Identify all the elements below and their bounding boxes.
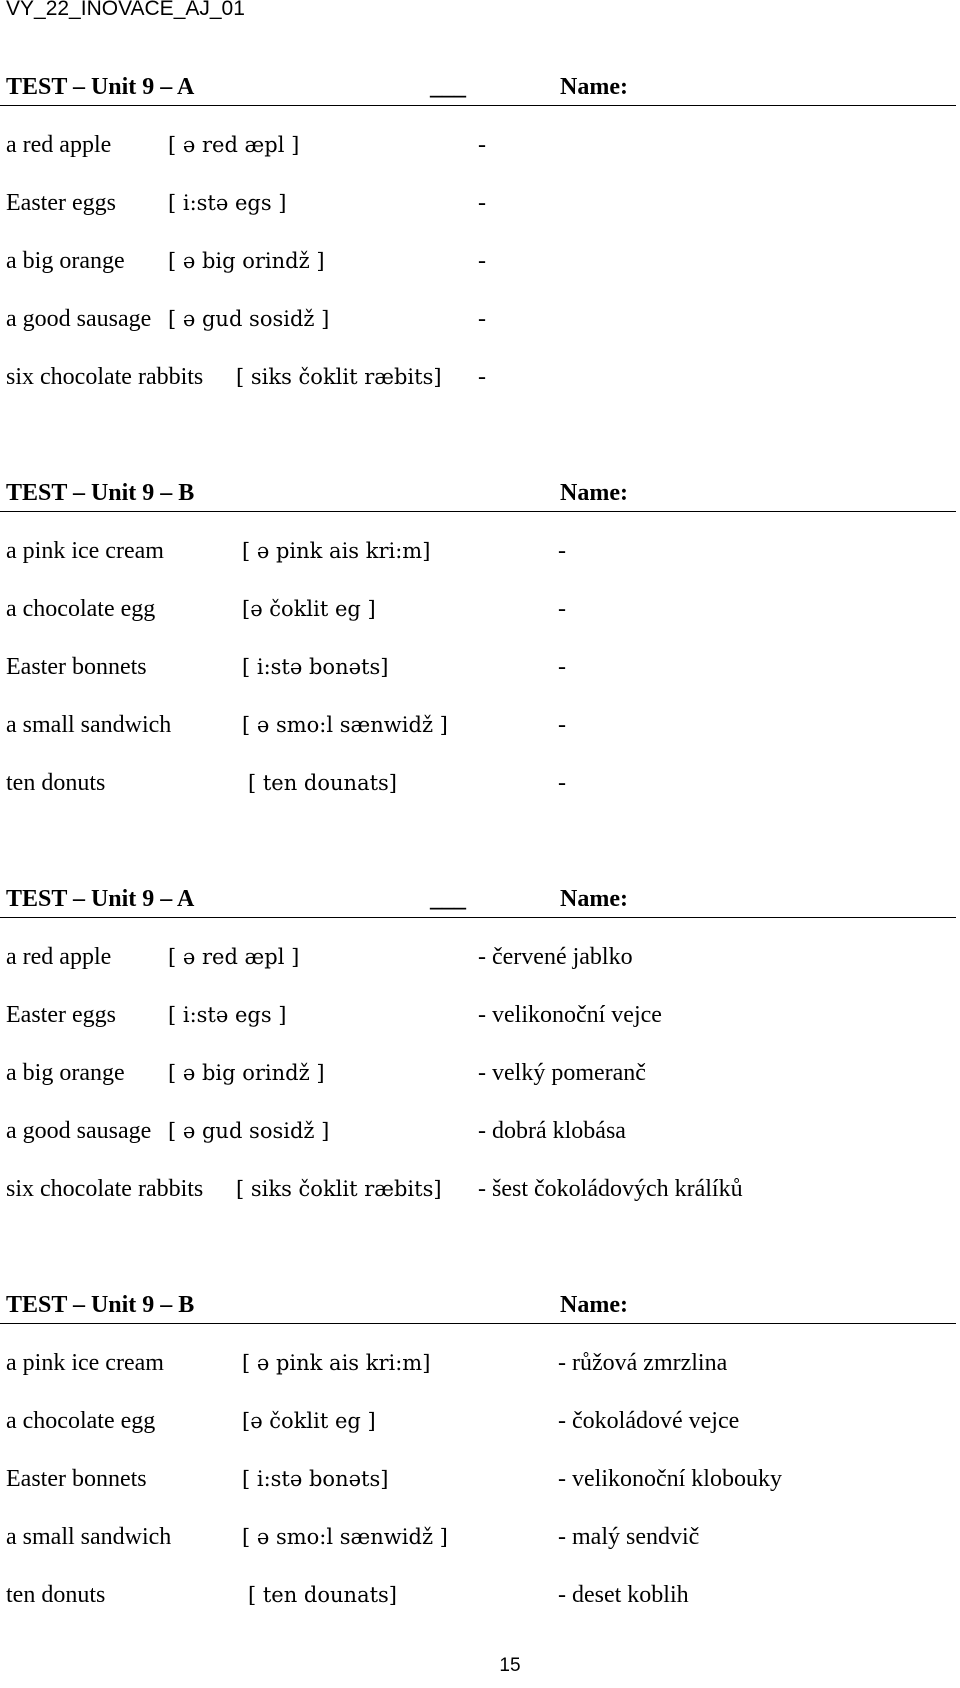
vocab-row	[0, 536, 956, 566]
czech-translation: -	[478, 248, 486, 274]
vocab-row	[0, 1464, 956, 1494]
section-title-bar	[0, 884, 956, 918]
english-term: Easter bonnets	[6, 654, 147, 680]
czech-translation: - růžová zmrzlina	[558, 1350, 728, 1376]
pronunciation: [ i:stə bonəts]	[242, 1467, 389, 1491]
czech-translation: -	[478, 190, 486, 216]
english-term: Easter eggs	[6, 1002, 116, 1028]
section-title: TEST – Unit 9 – B	[6, 1292, 195, 1318]
pronunciation: [ə čoklit eg ]	[242, 597, 376, 621]
name-label: Name:	[560, 480, 628, 506]
english-term: a pink ice cream	[6, 538, 164, 564]
pronunciation: [ ə smo:l sænwidž ]	[242, 713, 448, 737]
pronunciation: [ ə big orindž ]	[168, 1061, 325, 1085]
english-term: a red apple	[6, 944, 112, 970]
czech-translation: -	[558, 770, 566, 796]
pronunciation: [ i:stə egs ]	[168, 191, 287, 215]
pronunciation: [ siks čoklit ræbits]	[236, 1177, 442, 1201]
czech-translation: - velký pomeranč	[478, 1060, 646, 1086]
name-label: Name:	[560, 886, 628, 912]
pronunciation: [ ə gud sosidž ]	[168, 307, 330, 331]
english-term: six chocolate rabbits	[6, 1176, 204, 1202]
pronunciation: [ ə red æpl ]	[168, 133, 300, 157]
pronunciation: [ ə pink ais kri:m]	[242, 1351, 431, 1375]
pronunciation: [ ten dounats]	[248, 771, 397, 795]
english-term: ten donuts	[6, 770, 106, 796]
vocab-row	[0, 710, 956, 740]
title-blank: ___	[430, 886, 466, 912]
english-term: a small sandwich	[6, 712, 172, 738]
section-title: TEST – Unit 9 – A	[6, 74, 195, 100]
name-label: Name:	[560, 1292, 628, 1318]
section-title-bar	[0, 478, 956, 512]
czech-translation: - velikonoční klobouky	[558, 1466, 782, 1492]
english-term: a pink ice cream	[6, 1350, 164, 1376]
document-code: VY_22_INOVACE_AJ_01	[6, 0, 245, 20]
czech-translation: - šest čokoládových králíků	[478, 1176, 743, 1202]
vocab-row	[0, 1000, 956, 1030]
czech-translation: - čokoládové vejce	[558, 1408, 740, 1434]
english-term: a chocolate egg	[6, 1408, 156, 1434]
czech-translation: -	[478, 132, 486, 158]
english-term: Easter eggs	[6, 190, 116, 216]
vocab-row	[0, 304, 956, 334]
english-term: ten donuts	[6, 1582, 106, 1608]
section-title: TEST – Unit 9 – B	[6, 480, 195, 506]
pronunciation: [ ten dounats]	[248, 1583, 397, 1607]
vocab-row	[0, 1580, 956, 1610]
english-term: six chocolate rabbits	[6, 364, 204, 390]
english-term: a good sausage	[6, 1118, 152, 1144]
czech-translation: - velikonoční vejce	[478, 1002, 662, 1028]
czech-translation: -	[478, 364, 486, 390]
vocab-row	[0, 594, 956, 624]
english-term: a small sandwich	[6, 1524, 172, 1550]
pronunciation: [ ə big orindž ]	[168, 249, 325, 273]
english-term: a big orange	[6, 1060, 125, 1086]
vocab-row	[0, 1116, 956, 1146]
pronunciation: [ i:stə egs ]	[168, 1003, 287, 1027]
vocab-row	[0, 768, 956, 798]
pronunciation: [ ə gud sosidž ]	[168, 1119, 330, 1143]
vocab-row	[0, 246, 956, 276]
vocab-row	[0, 1348, 956, 1378]
vocab-row	[0, 362, 956, 392]
english-term: Easter bonnets	[6, 1466, 147, 1492]
czech-translation: - dobrá klobása	[478, 1118, 626, 1144]
pronunciation: [ i:stə bonəts]	[242, 655, 389, 679]
czech-translation: -	[558, 596, 566, 622]
pronunciation: [ə čoklit eg ]	[242, 1409, 376, 1433]
vocab-row	[0, 188, 956, 218]
pronunciation: [ siks čoklit ræbits]	[236, 365, 442, 389]
vocab-row	[0, 1174, 956, 1204]
vocab-row	[0, 130, 956, 160]
vocab-row	[0, 942, 956, 972]
pronunciation: [ ə smo:l sænwidž ]	[242, 1525, 448, 1549]
czech-translation: -	[558, 538, 566, 564]
czech-translation: -	[558, 712, 566, 738]
english-term: a chocolate egg	[6, 596, 156, 622]
section-title: TEST – Unit 9 – A	[6, 886, 195, 912]
english-term: a big orange	[6, 248, 125, 274]
title-blank: ___	[430, 74, 466, 100]
czech-translation: - červené jablko	[478, 944, 633, 970]
pronunciation: [ ə red æpl ]	[168, 945, 300, 969]
czech-translation: -	[558, 654, 566, 680]
czech-translation: - deset koblih	[558, 1582, 689, 1608]
vocab-row	[0, 1058, 956, 1088]
czech-translation: - malý sendvič	[558, 1524, 700, 1550]
page-number: 15	[499, 1655, 521, 1676]
vocab-row	[0, 1522, 956, 1552]
english-term: a red apple	[6, 132, 112, 158]
vocab-row	[0, 652, 956, 682]
english-term: a good sausage	[6, 306, 152, 332]
section-title-bar	[0, 1290, 956, 1324]
name-label: Name:	[560, 74, 628, 100]
czech-translation: -	[478, 306, 486, 332]
vocab-row	[0, 1406, 956, 1436]
pronunciation: [ ə pink ais kri:m]	[242, 539, 431, 563]
section-title-bar	[0, 72, 956, 106]
